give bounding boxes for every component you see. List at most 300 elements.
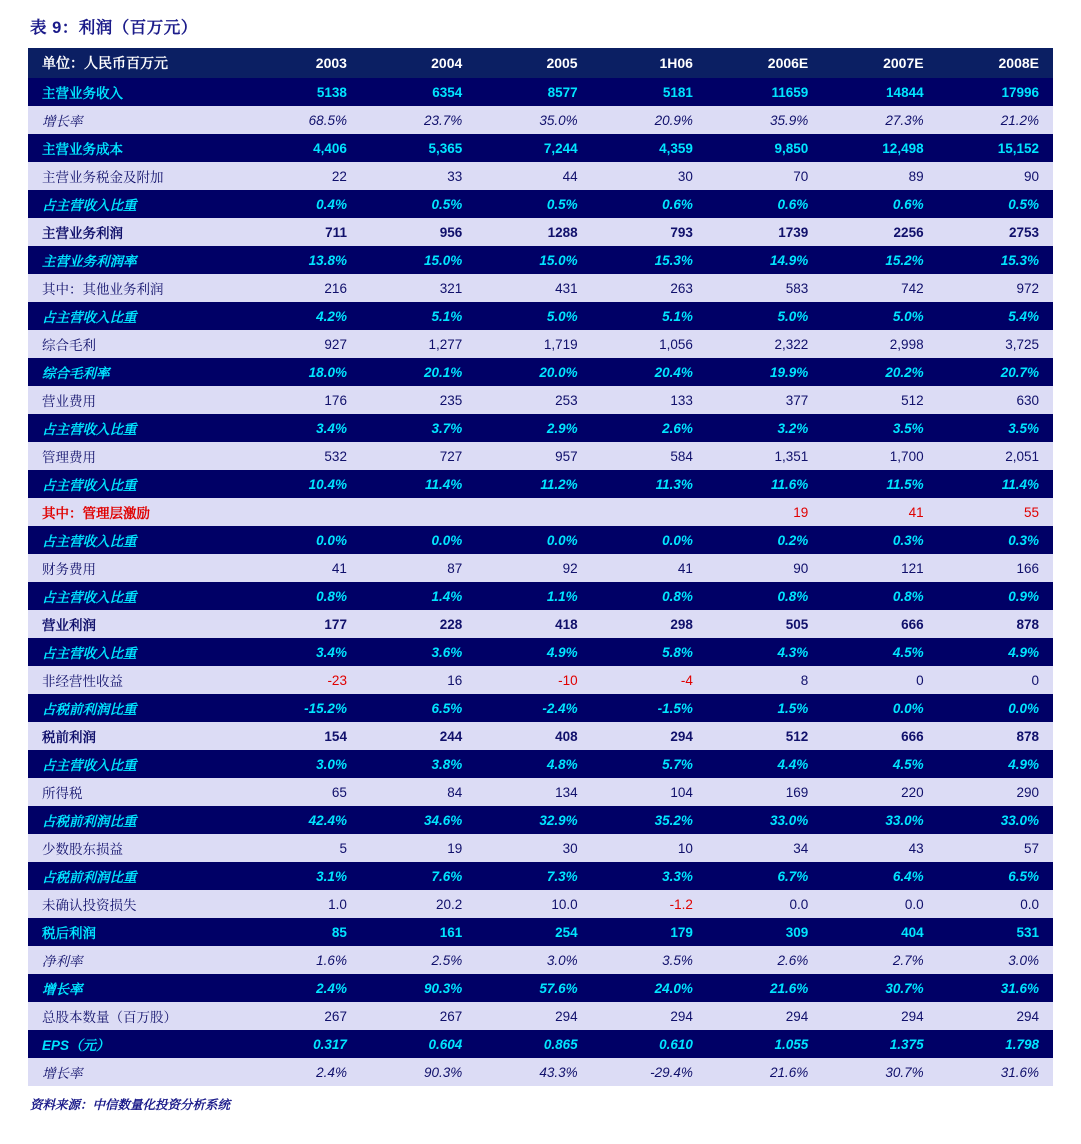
table-cell: 3.0% bbox=[476, 946, 591, 974]
table-cell: 512 bbox=[822, 386, 937, 414]
table-cell: 0.610 bbox=[592, 1030, 707, 1058]
table-row bbox=[28, 778, 1053, 806]
table-cell: 2.9% bbox=[476, 414, 591, 442]
table-cell: 2,051 bbox=[938, 442, 1053, 470]
table-cell: 377 bbox=[707, 386, 822, 414]
table-cell: 90 bbox=[707, 554, 822, 582]
table-cell: 244 bbox=[361, 722, 476, 750]
table-cell: 7.6% bbox=[361, 862, 476, 890]
row-label: 其中：其他业务利润 bbox=[28, 274, 246, 302]
table-cell: 584 bbox=[592, 442, 707, 470]
table-cell: 16 bbox=[361, 666, 476, 694]
table-cell: 2,998 bbox=[822, 330, 937, 358]
table-cell: 5.0% bbox=[822, 302, 937, 330]
row-label: 财务费用 bbox=[28, 554, 246, 582]
row-label: 营业费用 bbox=[28, 386, 246, 414]
table-cell: 12,498 bbox=[822, 134, 937, 162]
table-cell: 956 bbox=[361, 218, 476, 246]
table-cell: 6354 bbox=[361, 78, 476, 106]
table-cell: 742 bbox=[822, 274, 937, 302]
column-header-2007e: 2007E bbox=[822, 48, 937, 78]
table-cell: 3.0% bbox=[246, 750, 361, 778]
table-cell: 1.6% bbox=[246, 946, 361, 974]
table-cell: 90.3% bbox=[361, 1058, 476, 1086]
table-cell: 0.8% bbox=[592, 582, 707, 610]
table-cell: 15.0% bbox=[476, 246, 591, 274]
row-label: 增长率 bbox=[28, 1058, 246, 1086]
table-cell: 0.6% bbox=[822, 190, 937, 218]
table-cell: 0.2% bbox=[707, 526, 822, 554]
table-cell: 55 bbox=[938, 498, 1053, 526]
table-body bbox=[28, 78, 1053, 1086]
table-cell: 0.0 bbox=[822, 890, 937, 918]
table-row bbox=[28, 274, 1053, 302]
table-cell: 7,244 bbox=[476, 134, 591, 162]
table-cell: 161 bbox=[361, 918, 476, 946]
table-cell: 294 bbox=[822, 1002, 937, 1030]
table-cell: 177 bbox=[246, 610, 361, 638]
table-cell: 4,406 bbox=[246, 134, 361, 162]
row-label: 主营业务利润 bbox=[28, 218, 246, 246]
table-row bbox=[28, 666, 1053, 694]
table-cell: 4.4% bbox=[707, 750, 822, 778]
table-cell: 34.6% bbox=[361, 806, 476, 834]
row-label: 占主营收入比重 bbox=[28, 638, 246, 666]
table-cell: 0.0% bbox=[361, 526, 476, 554]
table-row bbox=[28, 162, 1053, 190]
table-cell: 5.8% bbox=[592, 638, 707, 666]
table-cell: 27.3% bbox=[822, 106, 937, 134]
table-cell: 583 bbox=[707, 274, 822, 302]
row-label: 占主营收入比重 bbox=[28, 414, 246, 442]
table-cell: 321 bbox=[361, 274, 476, 302]
table-cell: 711 bbox=[246, 218, 361, 246]
row-label: 所得税 bbox=[28, 778, 246, 806]
table-cell: 0.5% bbox=[476, 190, 591, 218]
row-label: 总股本数量（百万股） bbox=[28, 1002, 246, 1030]
table-row bbox=[28, 862, 1053, 890]
table-cell: 0.6% bbox=[707, 190, 822, 218]
table-cell: 4.8% bbox=[476, 750, 591, 778]
table-cell: 0.5% bbox=[361, 190, 476, 218]
table-cell: 85 bbox=[246, 918, 361, 946]
table-cell: 154 bbox=[246, 722, 361, 750]
table-cell: 30 bbox=[476, 834, 591, 862]
table-cell: 6.4% bbox=[822, 862, 937, 890]
table-cell: 3.4% bbox=[246, 414, 361, 442]
table-cell: 5.0% bbox=[707, 302, 822, 330]
table-cell: 5.4% bbox=[938, 302, 1053, 330]
table-cell bbox=[476, 498, 591, 526]
table-cell: 30.7% bbox=[822, 1058, 937, 1086]
table-cell: 2,322 bbox=[707, 330, 822, 358]
table-cell: 15.3% bbox=[592, 246, 707, 274]
table-cell: 90.3% bbox=[361, 974, 476, 1002]
table-row bbox=[28, 470, 1053, 498]
table-cell: 294 bbox=[476, 1002, 591, 1030]
row-label: 主营业务收入 bbox=[28, 78, 246, 106]
table-cell: 0.4% bbox=[246, 190, 361, 218]
page-title: 表 9：利润（百万元） bbox=[30, 19, 198, 37]
table-row bbox=[28, 610, 1053, 638]
table-cell: 43 bbox=[822, 834, 937, 862]
table-cell: 3.5% bbox=[822, 414, 937, 442]
column-header-2008e: 2008E bbox=[938, 48, 1053, 78]
table-cell: 0.5% bbox=[938, 190, 1053, 218]
table-cell: 33.0% bbox=[822, 806, 937, 834]
table-row bbox=[28, 946, 1053, 974]
table-cell: 134 bbox=[476, 778, 591, 806]
table-cell: 0.0% bbox=[246, 526, 361, 554]
table-row bbox=[28, 106, 1053, 134]
row-label: 营业利润 bbox=[28, 610, 246, 638]
table-cell: 20.2 bbox=[361, 890, 476, 918]
table-cell: 3.0% bbox=[938, 946, 1053, 974]
table-cell: 7.3% bbox=[476, 862, 591, 890]
table-cell: 0.8% bbox=[707, 582, 822, 610]
table-cell: 20.9% bbox=[592, 106, 707, 134]
table-cell: 418 bbox=[476, 610, 591, 638]
table-cell: 0.0% bbox=[592, 526, 707, 554]
table-cell: 3,725 bbox=[938, 330, 1053, 358]
table-cell: 33 bbox=[361, 162, 476, 190]
table-cell: 0.3% bbox=[822, 526, 937, 554]
table-cell: 4.5% bbox=[822, 750, 937, 778]
table-cell: 87 bbox=[361, 554, 476, 582]
table-cell: 228 bbox=[361, 610, 476, 638]
table-cell: 13.8% bbox=[246, 246, 361, 274]
table-cell: 19 bbox=[361, 834, 476, 862]
table-cell: 4.5% bbox=[822, 638, 937, 666]
table-cell: 10.0 bbox=[476, 890, 591, 918]
row-label: 税后利润 bbox=[28, 918, 246, 946]
table-cell: 3.2% bbox=[707, 414, 822, 442]
row-label: 占主营收入比重 bbox=[28, 750, 246, 778]
table-row bbox=[28, 358, 1053, 386]
table-cell: 3.8% bbox=[361, 750, 476, 778]
row-label: 占主营收入比重 bbox=[28, 302, 246, 330]
table-cell: -29.4% bbox=[592, 1058, 707, 1086]
table-cell: 2753 bbox=[938, 218, 1053, 246]
table-cell: 44 bbox=[476, 162, 591, 190]
row-label: 少数股东损益 bbox=[28, 834, 246, 862]
table-cell: 3.5% bbox=[592, 946, 707, 974]
table-cell: 0.6% bbox=[592, 190, 707, 218]
table-cell: 309 bbox=[707, 918, 822, 946]
table-cell: 1288 bbox=[476, 218, 591, 246]
table-cell: 727 bbox=[361, 442, 476, 470]
table-cell: 22 bbox=[246, 162, 361, 190]
table-row bbox=[28, 1002, 1053, 1030]
table-cell: -15.2% bbox=[246, 694, 361, 722]
table-cell: 70 bbox=[707, 162, 822, 190]
table-cell: -4 bbox=[592, 666, 707, 694]
table-cell: 92 bbox=[476, 554, 591, 582]
table-cell: 5181 bbox=[592, 78, 707, 106]
table-cell: 0.8% bbox=[246, 582, 361, 610]
table-cell: 15.2% bbox=[822, 246, 937, 274]
table-cell: 2.6% bbox=[707, 946, 822, 974]
table-cell: 11659 bbox=[707, 78, 822, 106]
table-cell: 5138 bbox=[246, 78, 361, 106]
table-row bbox=[28, 554, 1053, 582]
table-cell: 0.317 bbox=[246, 1030, 361, 1058]
table-cell: 294 bbox=[707, 1002, 822, 1030]
table-cell: 5.0% bbox=[476, 302, 591, 330]
table-row bbox=[28, 526, 1053, 554]
table-cell: 35.0% bbox=[476, 106, 591, 134]
table-cell: 3.3% bbox=[592, 862, 707, 890]
table-cell: 267 bbox=[361, 1002, 476, 1030]
table-cell: -23 bbox=[246, 666, 361, 694]
table-row bbox=[28, 246, 1053, 274]
table-cell: 89 bbox=[822, 162, 937, 190]
table-cell: 10.4% bbox=[246, 470, 361, 498]
table-row bbox=[28, 78, 1053, 106]
table-cell: 220 bbox=[822, 778, 937, 806]
table-cell: 0.3% bbox=[938, 526, 1053, 554]
table-cell: 19.9% bbox=[707, 358, 822, 386]
row-label: 净利率 bbox=[28, 946, 246, 974]
table-cell: 33.0% bbox=[707, 806, 822, 834]
column-header-2004: 2004 bbox=[361, 48, 476, 78]
row-label: 综合毛利率 bbox=[28, 358, 246, 386]
table-cell: 298 bbox=[592, 610, 707, 638]
table-cell: 0.8% bbox=[822, 582, 937, 610]
row-label: EPS（元） bbox=[28, 1030, 246, 1058]
table-cell bbox=[592, 498, 707, 526]
table-cell: 5,365 bbox=[361, 134, 476, 162]
table-cell: 431 bbox=[476, 274, 591, 302]
table-cell: 216 bbox=[246, 274, 361, 302]
row-label: 占税前利润比重 bbox=[28, 806, 246, 834]
column-header-unit: 单位：人民币百万元 bbox=[28, 48, 246, 78]
table-cell: 23.7% bbox=[361, 106, 476, 134]
table-cell: 14.9% bbox=[707, 246, 822, 274]
row-label: 占主营收入比重 bbox=[28, 190, 246, 218]
row-label: 增长率 bbox=[28, 974, 246, 1002]
table-cell: 17996 bbox=[938, 78, 1053, 106]
table-cell: 0.0 bbox=[707, 890, 822, 918]
row-label: 占税前利润比重 bbox=[28, 694, 246, 722]
table-cell: 21.6% bbox=[707, 974, 822, 1002]
table-cell: 1,277 bbox=[361, 330, 476, 358]
row-label: 主营业务利润率 bbox=[28, 246, 246, 274]
table-cell: 253 bbox=[476, 386, 591, 414]
column-header-2006e: 2006E bbox=[707, 48, 822, 78]
table-cell: 24.0% bbox=[592, 974, 707, 1002]
table-cell: 11.4% bbox=[361, 470, 476, 498]
table-cell: 666 bbox=[822, 722, 937, 750]
row-label: 其中：管理层激励 bbox=[28, 498, 246, 526]
table-header-row bbox=[28, 48, 1053, 78]
table-cell: 1,700 bbox=[822, 442, 937, 470]
row-label: 占主营收入比重 bbox=[28, 526, 246, 554]
table-row bbox=[28, 414, 1053, 442]
table-cell: 90 bbox=[938, 162, 1053, 190]
table-cell: 630 bbox=[938, 386, 1053, 414]
table-cell: 11.5% bbox=[822, 470, 937, 498]
table-row bbox=[28, 918, 1053, 946]
table-cell: 6.5% bbox=[361, 694, 476, 722]
table-cell: 5.1% bbox=[592, 302, 707, 330]
table-cell: 20.7% bbox=[938, 358, 1053, 386]
table-row bbox=[28, 134, 1053, 162]
table-cell: 169 bbox=[707, 778, 822, 806]
table-cell: 0 bbox=[822, 666, 937, 694]
table-cell: 972 bbox=[938, 274, 1053, 302]
table-cell: 15.0% bbox=[361, 246, 476, 274]
table-cell: 104 bbox=[592, 778, 707, 806]
table-cell: 34 bbox=[707, 834, 822, 862]
table-cell: 1.5% bbox=[707, 694, 822, 722]
table-row bbox=[28, 1058, 1053, 1086]
table-cell: 2.7% bbox=[822, 946, 937, 974]
row-label: 增长率 bbox=[28, 106, 246, 134]
table-cell: 294 bbox=[592, 1002, 707, 1030]
table-row bbox=[28, 442, 1053, 470]
table-cell: 32.9% bbox=[476, 806, 591, 834]
table-cell: 3.7% bbox=[361, 414, 476, 442]
table-cell: 294 bbox=[592, 722, 707, 750]
table-cell: 878 bbox=[938, 610, 1053, 638]
table-cell: 15,152 bbox=[938, 134, 1053, 162]
table-cell: 33.0% bbox=[938, 806, 1053, 834]
table-cell: 4.9% bbox=[938, 750, 1053, 778]
table-row bbox=[28, 386, 1053, 414]
table-cell: 3.5% bbox=[938, 414, 1053, 442]
row-label: 主营业务税金及附加 bbox=[28, 162, 246, 190]
table-cell: 0.865 bbox=[476, 1030, 591, 1058]
table-row bbox=[28, 1030, 1053, 1058]
table-cell: 1,351 bbox=[707, 442, 822, 470]
table-row bbox=[28, 834, 1053, 862]
table-cell: 133 bbox=[592, 386, 707, 414]
row-label: 未确认投资损失 bbox=[28, 890, 246, 918]
table-cell: 1,719 bbox=[476, 330, 591, 358]
table-cell: 0.0% bbox=[476, 526, 591, 554]
table-cell: 927 bbox=[246, 330, 361, 358]
table-cell: 0.0% bbox=[938, 694, 1053, 722]
table-cell: 4.9% bbox=[476, 638, 591, 666]
table-cell: 4.9% bbox=[938, 638, 1053, 666]
row-label: 占主营收入比重 bbox=[28, 582, 246, 610]
table-row bbox=[28, 750, 1053, 778]
table-cell: 19 bbox=[707, 498, 822, 526]
table-cell: 1.055 bbox=[707, 1030, 822, 1058]
column-header-2003: 2003 bbox=[246, 48, 361, 78]
table-cell: 2.6% bbox=[592, 414, 707, 442]
table-cell: 20.1% bbox=[361, 358, 476, 386]
table-cell: 18.0% bbox=[246, 358, 361, 386]
table-cell: 1,056 bbox=[592, 330, 707, 358]
table-cell: 532 bbox=[246, 442, 361, 470]
row-label: 税前利润 bbox=[28, 722, 246, 750]
table-cell: 21.2% bbox=[938, 106, 1053, 134]
table-cell: 21.6% bbox=[707, 1058, 822, 1086]
table-cell: 6.5% bbox=[938, 862, 1053, 890]
table-row bbox=[28, 330, 1053, 358]
table-row bbox=[28, 190, 1053, 218]
table-row bbox=[28, 302, 1053, 330]
table-row bbox=[28, 638, 1053, 666]
table-cell: 531 bbox=[938, 918, 1053, 946]
table-cell: 793 bbox=[592, 218, 707, 246]
table-cell: 57.6% bbox=[476, 974, 591, 1002]
table-cell: -2.4% bbox=[476, 694, 591, 722]
table-cell bbox=[361, 498, 476, 526]
table-cell: -1.5% bbox=[592, 694, 707, 722]
table-cell: 666 bbox=[822, 610, 937, 638]
source-note: 资料来源：中信数量化投资分析系统 bbox=[30, 1098, 231, 1112]
table-cell: 878 bbox=[938, 722, 1053, 750]
table-row bbox=[28, 806, 1053, 834]
table-cell: 11.4% bbox=[938, 470, 1053, 498]
row-label: 主营业务成本 bbox=[28, 134, 246, 162]
table-cell: 267 bbox=[246, 1002, 361, 1030]
table-row bbox=[28, 890, 1053, 918]
column-header-1h06: 1H06 bbox=[592, 48, 707, 78]
row-label: 管理费用 bbox=[28, 442, 246, 470]
table-cell: 235 bbox=[361, 386, 476, 414]
table-cell: 6.7% bbox=[707, 862, 822, 890]
table-cell: 8577 bbox=[476, 78, 591, 106]
table-cell: 0.0% bbox=[822, 694, 937, 722]
table-cell: 254 bbox=[476, 918, 591, 946]
table-cell: 3.1% bbox=[246, 862, 361, 890]
table-cell: -10 bbox=[476, 666, 591, 694]
table-row bbox=[28, 694, 1053, 722]
table-cell: 176 bbox=[246, 386, 361, 414]
table-cell: 505 bbox=[707, 610, 822, 638]
table-cell: 31.6% bbox=[938, 974, 1053, 1002]
table-cell: 84 bbox=[361, 778, 476, 806]
column-header-2005: 2005 bbox=[476, 48, 591, 78]
table-cell: 5 bbox=[246, 834, 361, 862]
table-cell: 0.604 bbox=[361, 1030, 476, 1058]
table-cell: 43.3% bbox=[476, 1058, 591, 1086]
table-cell: 1.4% bbox=[361, 582, 476, 610]
table-cell: 2.5% bbox=[361, 946, 476, 974]
table-row bbox=[28, 974, 1053, 1002]
table-row bbox=[28, 722, 1053, 750]
table-cell: 3.6% bbox=[361, 638, 476, 666]
profit-table bbox=[28, 48, 1053, 1086]
table-cell: 957 bbox=[476, 442, 591, 470]
table-cell: 2256 bbox=[822, 218, 937, 246]
table-cell: -1.2 bbox=[592, 890, 707, 918]
table-cell: 3.4% bbox=[246, 638, 361, 666]
table-cell: 35.9% bbox=[707, 106, 822, 134]
table-cell: 10 bbox=[592, 834, 707, 862]
table-cell: 35.2% bbox=[592, 806, 707, 834]
table-cell: 41 bbox=[592, 554, 707, 582]
table-cell: 1.798 bbox=[938, 1030, 1053, 1058]
table-cell: 2.4% bbox=[246, 1058, 361, 1086]
table-cell: 512 bbox=[707, 722, 822, 750]
table-cell: 1739 bbox=[707, 218, 822, 246]
row-label: 占税前利润比重 bbox=[28, 862, 246, 890]
table-cell: 20.4% bbox=[592, 358, 707, 386]
table-cell: 20.2% bbox=[822, 358, 937, 386]
table-cell: 0.0 bbox=[938, 890, 1053, 918]
table-cell: 4.3% bbox=[707, 638, 822, 666]
table-cell: 4,359 bbox=[592, 134, 707, 162]
table-cell: 65 bbox=[246, 778, 361, 806]
table-cell: 11.3% bbox=[592, 470, 707, 498]
table-cell: 57 bbox=[938, 834, 1053, 862]
table-cell: 294 bbox=[938, 1002, 1053, 1030]
